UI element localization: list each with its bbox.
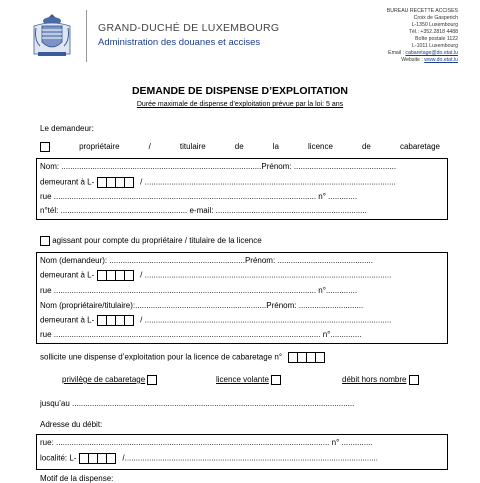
- demandeur-label: Le demandeur:: [40, 124, 94, 133]
- debit-checkbox[interactable]: [409, 375, 419, 385]
- privilege-option: [62, 375, 157, 385]
- postal-code-cells[interactable]: [97, 270, 134, 281]
- adresse-debit-label: Adresse du débit:: [40, 420, 103, 429]
- tel-email-field[interactable]: n°tél: ......................................................... e-mail: ....................................................................: [40, 206, 367, 215]
- motif-label: Motif de la dispense:: [40, 474, 114, 483]
- form-subtitle: Durée maximale de dispense d’exploitation prévue par la loi: 5 ans: [136, 101, 344, 108]
- org-name: GRAND-DUCHÉ DE LUXEMBOURG: [98, 22, 280, 34]
- demeurant-label: demeurant à L-: [40, 270, 95, 280]
- owner-option-row: [40, 142, 440, 152]
- rue-field[interactable]: rue ........................................................................................................................ n°..............: [40, 330, 362, 339]
- address-line: L-1011 Luxembourg: [411, 43, 458, 49]
- email-label: Email :: [388, 50, 406, 56]
- address-line: Boîte postale 1122: [415, 36, 458, 42]
- address-line: BUREAU RECETTE ACCISES: [386, 8, 458, 14]
- website-label: Website :: [401, 57, 425, 63]
- website-link[interactable]: www.do.etat.lu: [424, 57, 458, 63]
- owner-checkbox[interactable]: [40, 142, 50, 152]
- demeurant-row: [40, 270, 440, 281]
- owner-word: la: [272, 142, 279, 151]
- nom-field[interactable]: Nom: ..........................................................................................Prénom: ..............................................: [40, 162, 397, 171]
- owner-word: licence: [308, 142, 333, 151]
- email-line: [387, 50, 458, 57]
- form-title: DEMANDE DE DISPENSE D’EXPLOITATION: [131, 85, 349, 97]
- address-line: L-1350 Luxembourg: [411, 22, 458, 28]
- owner-word: de: [361, 142, 371, 151]
- coat-of-arms-logo: [30, 12, 74, 60]
- website-line: [387, 57, 458, 64]
- email-link[interactable]: cabaretage@do.etat.lu: [405, 50, 458, 56]
- licence-number-cells[interactable]: [288, 352, 325, 363]
- postal-code-cells[interactable]: [97, 315, 134, 326]
- debit-label: débit hors nombre: [342, 375, 407, 385]
- demeurant-label: demeurant à L-: [40, 177, 95, 187]
- debit-option: [342, 375, 419, 385]
- privilege-checkbox[interactable]: [147, 375, 157, 385]
- nom-proprietaire-field[interactable]: Nom (propriétaire/titulaire):...........................................................Prénom: .............................: [40, 301, 364, 310]
- privilege-label: privilège de cabaretage: [62, 375, 146, 385]
- volante-checkbox[interactable]: [271, 375, 281, 385]
- address-line: Tél.: +352.2818 4488: [408, 29, 458, 35]
- owner-word: propriétaire: [79, 142, 120, 151]
- owner-word: cabaretage: [399, 142, 440, 151]
- volante-label: licence volante: [216, 375, 269, 385]
- sollicite-text: sollicite une dispense d’exploitation pour la licence de cabaretage n°: [40, 352, 283, 362]
- demeurant-label: demeurant à L-: [40, 315, 95, 325]
- address-line: Croix de Gasperich: [413, 15, 458, 21]
- jusquau-field[interactable]: jusqu’au ...............................................................................................................................: [40, 399, 355, 408]
- agent-checkbox[interactable]: [40, 236, 50, 246]
- rue-field[interactable]: rue ...................................................................................................................... n° .............: [40, 192, 358, 201]
- nom-demandeur-field[interactable]: Nom (demandeur): .............................................................Prénom: ...........................................: [40, 256, 373, 265]
- postal-code-cells[interactable]: [97, 177, 134, 188]
- owner-word: /: [148, 142, 151, 151]
- localite-field[interactable]: /..................................................................................................................: [122, 453, 378, 463]
- rue-field[interactable]: rue ...................................................................................................................... n°..............: [40, 286, 358, 295]
- localite-field[interactable]: / .................................................................................................................: [140, 177, 396, 187]
- volante-option: [216, 375, 281, 385]
- owner-word: de: [234, 142, 244, 151]
- sollicite-row: [40, 352, 325, 363]
- owner-word: titulaire: [179, 142, 206, 151]
- debit-rue-field[interactable]: rue: ........................................................................................................................... n° ..............: [40, 438, 373, 447]
- header-divider: [86, 10, 87, 62]
- org-department: Administration des douanes et accises: [98, 37, 261, 48]
- localite-field[interactable]: / ...............................................................................................................: [140, 270, 392, 280]
- localite-label: localité: L-: [40, 453, 77, 463]
- demeurant-row: [40, 177, 440, 188]
- address-block: [387, 8, 458, 64]
- postal-code-cells[interactable]: [79, 453, 116, 464]
- debit-localite-row: [40, 453, 440, 464]
- localite-field[interactable]: / ...............................................................................................................: [140, 315, 392, 325]
- agent-option-label: agissant pour compte du propriétaire / titulaire de la licence: [52, 236, 262, 246]
- agent-option-row: [40, 236, 262, 246]
- demeurant-row: [40, 315, 440, 326]
